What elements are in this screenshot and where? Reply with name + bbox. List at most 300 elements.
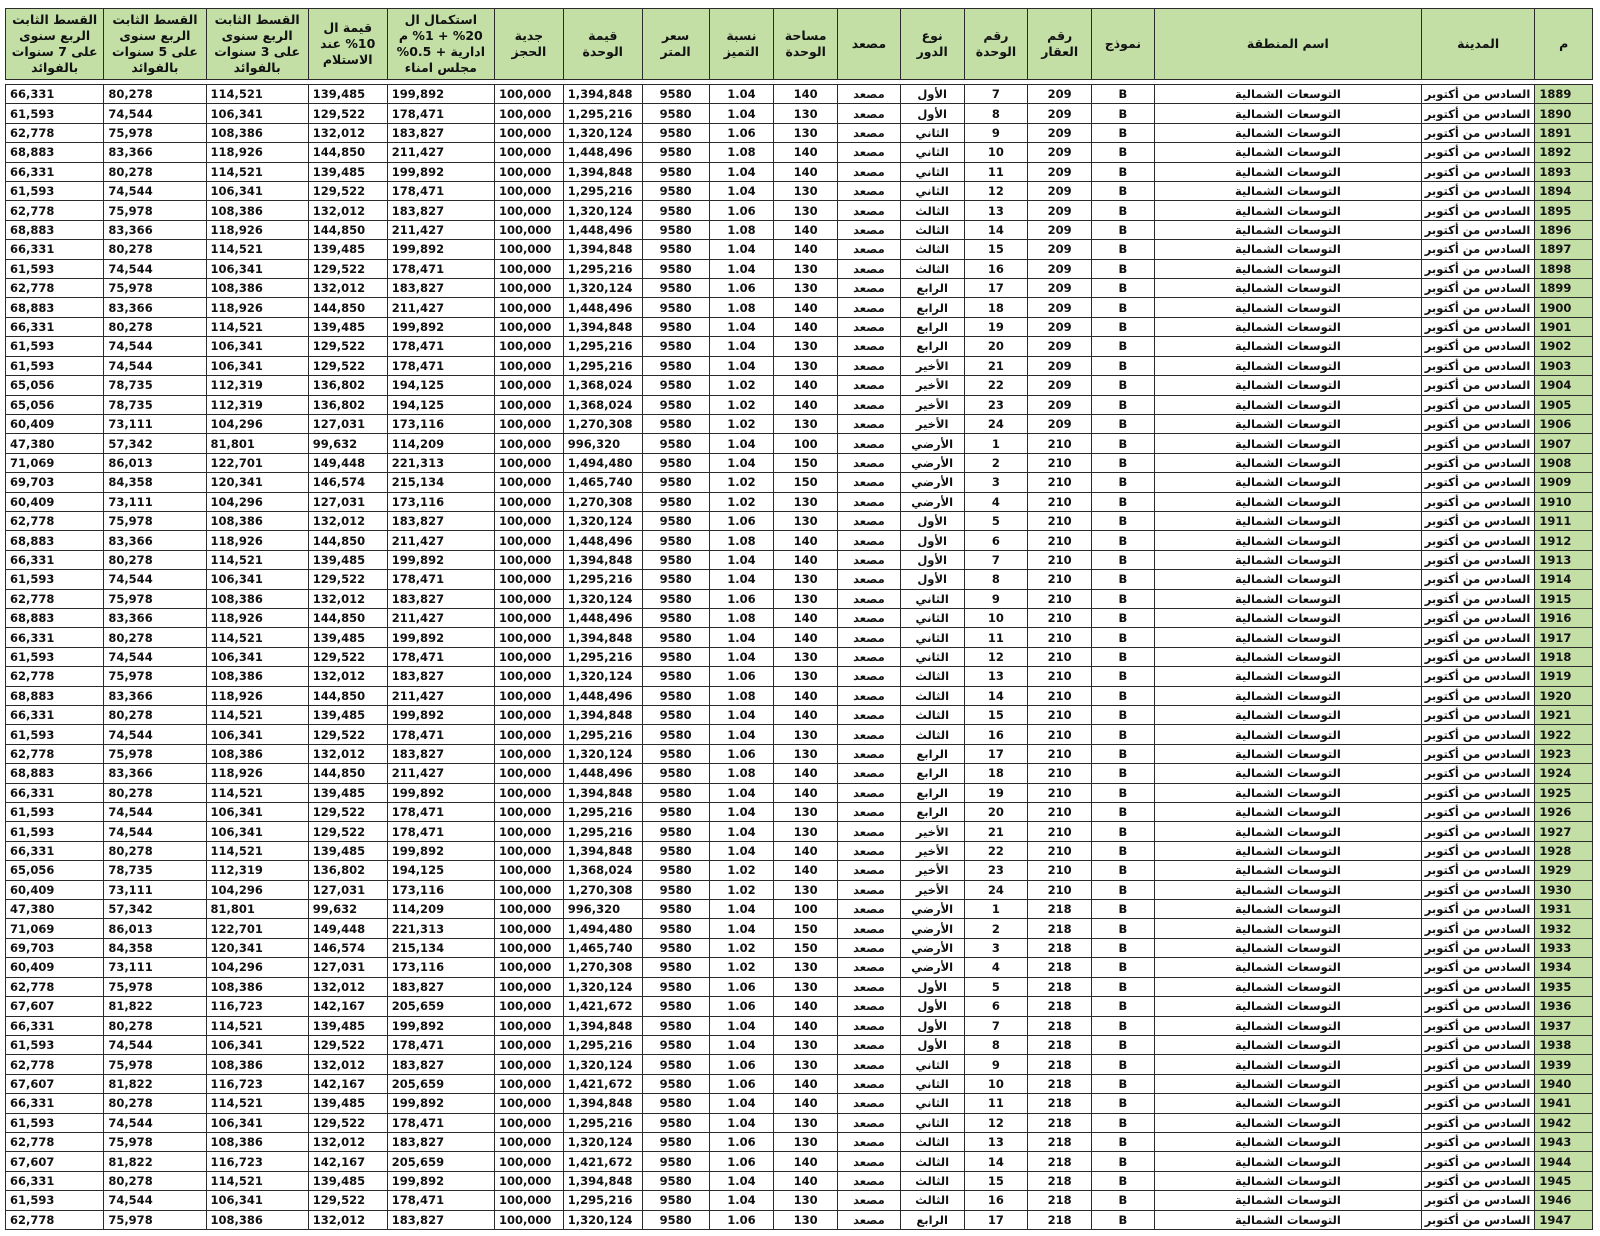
cell-floor: الأخير [900,861,964,880]
cell-area: التوسعات الشمالية [1154,492,1421,511]
cell-city: السادس من أكتوبر [1421,822,1534,841]
cell-unit-no: 17 [964,1210,1028,1229]
cell-delivery-payment: 129,522 [308,822,387,841]
cell-unit-no: 24 [964,414,1028,433]
cell-meter-price: 9580 [642,861,709,880]
cell-model: B [1092,395,1155,414]
table-row [6,1113,1593,1132]
cell-model: B [1092,880,1155,899]
cell-unit-no: 3 [964,938,1028,957]
cell-model: B [1092,182,1155,201]
cell-model: B [1092,453,1155,472]
cell-index: 1906 [1535,414,1593,433]
table-row [6,861,1593,880]
cell-area: التوسعات الشمالية [1154,900,1421,919]
cell-city: السادس من أكتوبر [1421,492,1534,511]
cell-installment-5y: 80,278 [104,550,206,569]
cell-elevator: مصعد [838,1074,901,1093]
cell-installment-7y: 62,778 [6,511,104,530]
cell-installment-5y: 83,366 [104,764,206,783]
cell-unit-area: 130 [774,492,838,511]
cell-floor: الثالث [900,725,964,744]
cell-down-payment: 178,471 [387,1191,494,1210]
cell-installment-5y: 74,544 [104,803,206,822]
cell-floor: الأول [900,85,964,104]
cell-installment-5y: 80,278 [104,1094,206,1113]
cell-delivery-payment: 146,574 [308,473,387,492]
cell-city: السادس من أكتوبر [1421,570,1534,589]
cell-installment-7y: 62,778 [6,1055,104,1074]
col-header-booking-deposit: جدية الحجز [494,9,563,80]
cell-area: التوسعات الشمالية [1154,706,1421,725]
cell-installment-7y: 69,703 [6,473,104,492]
cell-installment-7y: 65,056 [6,376,104,395]
cell-installment-7y: 65,056 [6,395,104,414]
cell-booking-deposit: 100,000 [494,240,563,259]
cell-installment-3y: 104,296 [206,880,308,899]
cell-down-payment: 173,116 [387,880,494,899]
cell-unit-area: 130 [774,667,838,686]
col-header-unit-no: رقم الوحدة [964,9,1028,80]
cell-installment-7y: 62,778 [6,1210,104,1229]
cell-meter-price: 9580 [642,279,709,298]
cell-premium-ratio: 1.08 [709,298,774,317]
cell-installment-5y: 83,366 [104,531,206,550]
cell-unit-value: 1,465,740 [563,938,642,957]
cell-city: السادس من أكتوبر [1421,1094,1534,1113]
cell-area: التوسعات الشمالية [1154,1210,1421,1229]
cell-meter-price: 9580 [642,240,709,259]
cell-installment-5y: 74,544 [104,1113,206,1132]
cell-index: 1946 [1535,1191,1593,1210]
cell-premium-ratio: 1.02 [709,395,774,414]
table-row [6,298,1593,317]
cell-booking-deposit: 100,000 [494,104,563,123]
cell-floor: الثاني [900,1094,964,1113]
cell-unit-area: 140 [774,997,838,1016]
cell-unit-no: 14 [964,220,1028,239]
cell-premium-ratio: 1.06 [709,279,774,298]
cell-city: السادس من أكتوبر [1421,803,1534,822]
cell-property-no: 210 [1028,434,1092,453]
cell-premium-ratio: 1.04 [709,841,774,860]
cell-installment-3y: 114,521 [206,706,308,725]
cell-unit-value: 1,295,216 [563,259,642,278]
cell-delivery-payment: 129,522 [308,337,387,356]
cell-area: التوسعات الشمالية [1154,1191,1421,1210]
cell-installment-3y: 108,386 [206,511,308,530]
cell-installment-5y: 80,278 [104,628,206,647]
cell-premium-ratio: 1.04 [709,1171,774,1190]
cell-delivery-payment: 139,485 [308,628,387,647]
cell-meter-price: 9580 [642,1016,709,1035]
cell-unit-area: 130 [774,123,838,142]
cell-meter-price: 9580 [642,298,709,317]
cell-down-payment: 199,892 [387,1016,494,1035]
cell-property-no: 218 [1028,1055,1092,1074]
cell-installment-7y: 66,331 [6,1171,104,1190]
cell-area: التوسعات الشمالية [1154,570,1421,589]
cell-city: السادس من أكتوبر [1421,628,1534,647]
table-row [6,123,1593,142]
cell-unit-value: 1,295,216 [563,822,642,841]
cell-unit-value: 1,394,848 [563,1171,642,1190]
cell-installment-5y: 81,822 [104,997,206,1016]
cell-elevator: مصعد [838,900,901,919]
cell-installment-3y: 114,521 [206,841,308,860]
cell-installment-7y: 61,593 [6,1035,104,1054]
cell-installment-3y: 120,341 [206,473,308,492]
table-row [6,220,1593,239]
cell-model: B [1092,803,1155,822]
cell-premium-ratio: 1.06 [709,589,774,608]
cell-unit-no: 7 [964,1016,1028,1035]
cell-area: التوسعات الشمالية [1154,473,1421,492]
cell-elevator: مصعد [838,958,901,977]
cell-installment-7y: 68,883 [6,686,104,705]
cell-model: B [1092,822,1155,841]
col-header-installment-7y: القسط الثابت الربع سنوى على 7 سنوات بالفوائد [6,9,104,80]
cell-floor: الرابع [900,803,964,822]
cell-installment-5y: 80,278 [104,317,206,336]
cell-meter-price: 9580 [642,123,709,142]
cell-installment-7y: 61,593 [6,356,104,375]
cell-installment-3y: 112,319 [206,861,308,880]
cell-down-payment: 183,827 [387,744,494,763]
cell-meter-price: 9580 [642,744,709,763]
cell-model: B [1092,841,1155,860]
cell-elevator: مصعد [838,85,901,104]
cell-area: التوسعات الشمالية [1154,958,1421,977]
cell-unit-no: 21 [964,356,1028,375]
cell-area: التوسعات الشمالية [1154,337,1421,356]
cell-floor: الثاني [900,162,964,181]
cell-city: السادس من أكتوبر [1421,764,1534,783]
cell-installment-5y: 81,822 [104,1074,206,1093]
cell-area: التوسعات الشمالية [1154,220,1421,239]
table-row [6,764,1593,783]
cell-index: 1910 [1535,492,1593,511]
cell-unit-area: 140 [774,317,838,336]
cell-down-payment: 178,471 [387,1035,494,1054]
cell-installment-5y: 78,735 [104,395,206,414]
table-row [6,841,1593,860]
cell-delivery-payment: 129,522 [308,803,387,822]
cell-floor: الأرضي [900,434,964,453]
cell-elevator: مصعد [838,725,901,744]
cell-delivery-payment: 139,485 [308,162,387,181]
table-row [6,900,1593,919]
cell-unit-area: 130 [774,356,838,375]
cell-premium-ratio: 1.02 [709,376,774,395]
col-header-model: نموذج [1092,9,1155,80]
cell-installment-5y: 75,978 [104,667,206,686]
cell-booking-deposit: 100,000 [494,531,563,550]
table-row [6,1016,1593,1035]
cell-booking-deposit: 100,000 [494,1210,563,1229]
cell-meter-price: 9580 [642,259,709,278]
table-row [6,104,1593,123]
cell-down-payment: 178,471 [387,182,494,201]
cell-city: السادس من أكتوبر [1421,453,1534,472]
cell-installment-3y: 114,521 [206,1171,308,1190]
cell-floor: الرابع [900,298,964,317]
cell-delivery-payment: 129,522 [308,725,387,744]
cell-unit-value: 1,320,124 [563,1132,642,1151]
cell-installment-3y: 114,521 [206,240,308,259]
cell-city: السادس من أكتوبر [1421,1210,1534,1229]
cell-delivery-payment: 132,012 [308,667,387,686]
cell-delivery-payment: 139,485 [308,1094,387,1113]
cell-delivery-payment: 136,802 [308,861,387,880]
cell-model: B [1092,85,1155,104]
cell-meter-price: 9580 [642,919,709,938]
cell-meter-price: 9580 [642,1132,709,1151]
cell-unit-no: 12 [964,1113,1028,1132]
cell-unit-no: 23 [964,395,1028,414]
cell-index: 1937 [1535,1016,1593,1035]
cell-down-payment: 183,827 [387,977,494,996]
cell-unit-no: 9 [964,1055,1028,1074]
cell-delivery-payment: 127,031 [308,958,387,977]
cell-installment-5y: 86,013 [104,453,206,472]
table-row [6,997,1593,1016]
cell-unit-no: 7 [964,85,1028,104]
cell-floor: الأول [900,1035,964,1054]
cell-index: 1890 [1535,104,1593,123]
cell-down-payment: 178,471 [387,725,494,744]
cell-city: السادس من أكتوبر [1421,977,1534,996]
cell-property-no: 209 [1028,395,1092,414]
cell-installment-7y: 66,331 [6,628,104,647]
cell-model: B [1092,783,1155,802]
table-row [6,1210,1593,1229]
cell-property-no: 210 [1028,861,1092,880]
cell-unit-value: 1,448,496 [563,298,642,317]
cell-premium-ratio: 1.04 [709,337,774,356]
cell-meter-price: 9580 [642,803,709,822]
cell-floor: الأول [900,550,964,569]
cell-unit-value: 1,421,672 [563,1152,642,1171]
cell-index: 1900 [1535,298,1593,317]
cell-area: التوسعات الشمالية [1154,628,1421,647]
cell-installment-5y: 57,342 [104,900,206,919]
cell-meter-price: 9580 [642,686,709,705]
cell-installment-7y: 61,593 [6,803,104,822]
cell-installment-7y: 60,409 [6,492,104,511]
cell-floor: الرابع [900,337,964,356]
cell-down-payment: 173,116 [387,958,494,977]
cell-installment-7y: 66,331 [6,1094,104,1113]
cell-property-no: 210 [1028,473,1092,492]
cell-floor: الثالث [900,1152,964,1171]
cell-model: B [1092,259,1155,278]
cell-down-payment: 183,827 [387,201,494,220]
cell-area: التوسعات الشمالية [1154,589,1421,608]
cell-area: التوسعات الشمالية [1154,240,1421,259]
price-sheet [5,8,1593,1230]
cell-booking-deposit: 100,000 [494,162,563,181]
cell-meter-price: 9580 [642,706,709,725]
cell-installment-5y: 74,544 [104,822,206,841]
cell-model: B [1092,1210,1155,1229]
cell-floor: الأرضي [900,492,964,511]
cell-floor: الثالث [900,240,964,259]
table-row [6,531,1593,550]
cell-booking-deposit: 100,000 [494,201,563,220]
cell-area: التوسعات الشمالية [1154,938,1421,957]
table-row [6,1035,1593,1054]
cell-premium-ratio: 1.04 [709,1016,774,1035]
cell-unit-area: 130 [774,1210,838,1229]
cell-floor: الثالث [900,1132,964,1151]
cell-unit-area: 140 [774,550,838,569]
cell-property-no: 209 [1028,337,1092,356]
cell-installment-3y: 108,386 [206,589,308,608]
cell-city: السادس من أكتوبر [1421,667,1534,686]
cell-booking-deposit: 100,000 [494,356,563,375]
cell-model: B [1092,376,1155,395]
cell-meter-price: 9580 [642,647,709,666]
cell-unit-no: 22 [964,841,1028,860]
cell-model: B [1092,667,1155,686]
cell-booking-deposit: 100,000 [494,686,563,705]
cell-unit-area: 130 [774,647,838,666]
cell-unit-area: 140 [774,686,838,705]
cell-meter-price: 9580 [642,492,709,511]
cell-down-payment: 194,125 [387,376,494,395]
cell-delivery-payment: 136,802 [308,395,387,414]
cell-unit-no: 12 [964,182,1028,201]
cell-installment-3y: 114,521 [206,317,308,336]
cell-elevator: مصعد [838,104,901,123]
cell-premium-ratio: 1.04 [709,1191,774,1210]
cell-booking-deposit: 100,000 [494,1035,563,1054]
cell-property-no: 209 [1028,162,1092,181]
cell-booking-deposit: 100,000 [494,958,563,977]
cell-down-payment: 173,116 [387,492,494,511]
cell-booking-deposit: 100,000 [494,997,563,1016]
cell-city: السادس من أكتوبر [1421,298,1534,317]
cell-index: 1917 [1535,628,1593,647]
cell-city: السادس من أكتوبر [1421,395,1534,414]
cell-city: السادس من أكتوبر [1421,511,1534,530]
cell-down-payment: 199,892 [387,1094,494,1113]
cell-city: السادس من أكتوبر [1421,841,1534,860]
cell-installment-3y: 106,341 [206,337,308,356]
cell-floor: الأخير [900,356,964,375]
cell-city: السادس من أكتوبر [1421,647,1534,666]
cell-index: 1889 [1535,85,1593,104]
cell-down-payment: 178,471 [387,259,494,278]
cell-booking-deposit: 100,000 [494,725,563,744]
cell-down-payment: 199,892 [387,550,494,569]
cell-meter-price: 9580 [642,764,709,783]
cell-installment-5y: 75,978 [104,1055,206,1074]
cell-unit-value: 1,320,124 [563,511,642,530]
cell-unit-value: 1,394,848 [563,841,642,860]
cell-unit-area: 130 [774,958,838,977]
cell-installment-7y: 47,380 [6,434,104,453]
cell-installment-5y: 74,544 [104,104,206,123]
cell-down-payment: 183,827 [387,511,494,530]
cell-meter-price: 9580 [642,880,709,899]
cell-meter-price: 9580 [642,220,709,239]
cell-installment-5y: 75,978 [104,589,206,608]
cell-model: B [1092,608,1155,627]
cell-premium-ratio: 1.04 [709,706,774,725]
cell-installment-7y: 47,380 [6,900,104,919]
cell-model: B [1092,1016,1155,1035]
cell-installment-7y: 68,883 [6,298,104,317]
cell-property-no: 209 [1028,259,1092,278]
cell-unit-no: 16 [964,725,1028,744]
cell-model: B [1092,900,1155,919]
cell-property-no: 210 [1028,744,1092,763]
cell-floor: الثاني [900,647,964,666]
cell-unit-value: 1,295,216 [563,356,642,375]
cell-unit-value: 1,394,848 [563,1016,642,1035]
cell-delivery-payment: 144,850 [308,531,387,550]
cell-meter-price: 9580 [642,395,709,414]
cell-index: 1927 [1535,822,1593,841]
cell-unit-value: 996,320 [563,434,642,453]
cell-installment-5y: 84,358 [104,473,206,492]
cell-premium-ratio: 1.06 [709,123,774,142]
cell-delivery-payment: 144,850 [308,298,387,317]
cell-unit-no: 8 [964,104,1028,123]
table-row [6,1171,1593,1190]
cell-meter-price: 9580 [642,822,709,841]
cell-booking-deposit: 100,000 [494,841,563,860]
cell-elevator: مصعد [838,259,901,278]
cell-unit-value: 1,421,672 [563,997,642,1016]
cell-property-no: 209 [1028,279,1092,298]
cell-premium-ratio: 1.06 [709,1210,774,1229]
cell-booking-deposit: 100,000 [494,492,563,511]
table-row [6,938,1593,957]
cell-premium-ratio: 1.04 [709,317,774,336]
cell-city: السادس من أكتوبر [1421,337,1534,356]
cell-unit-no: 24 [964,880,1028,899]
cell-floor: الرابع [900,1210,964,1229]
cell-model: B [1092,861,1155,880]
table-row [6,1191,1593,1210]
col-header-premium-ratio: نسبة التميز [709,9,774,80]
table-row [6,259,1593,278]
cell-model: B [1092,240,1155,259]
cell-unit-value: 996,320 [563,900,642,919]
cell-floor: الثالث [900,667,964,686]
cell-model: B [1092,473,1155,492]
cell-premium-ratio: 1.04 [709,104,774,123]
cell-city: السادس من أكتوبر [1421,1016,1534,1035]
cell-elevator: مصعد [838,162,901,181]
table-row [6,143,1593,162]
col-header-down-payment: استكمال ال 20% + 1% م ادارية + 0.5% مجلس امناء [387,9,494,80]
cell-city: السادس من أكتوبر [1421,220,1534,239]
cell-unit-area: 140 [774,608,838,627]
cell-elevator: مصعد [838,841,901,860]
cell-model: B [1092,744,1155,763]
cell-area: التوسعات الشمالية [1154,608,1421,627]
cell-property-no: 218 [1028,900,1092,919]
cell-booking-deposit: 100,000 [494,1152,563,1171]
cell-city: السادس من أكتوبر [1421,1113,1534,1132]
cell-booking-deposit: 100,000 [494,706,563,725]
cell-index: 1939 [1535,1055,1593,1074]
cell-area: التوسعات الشمالية [1154,550,1421,569]
